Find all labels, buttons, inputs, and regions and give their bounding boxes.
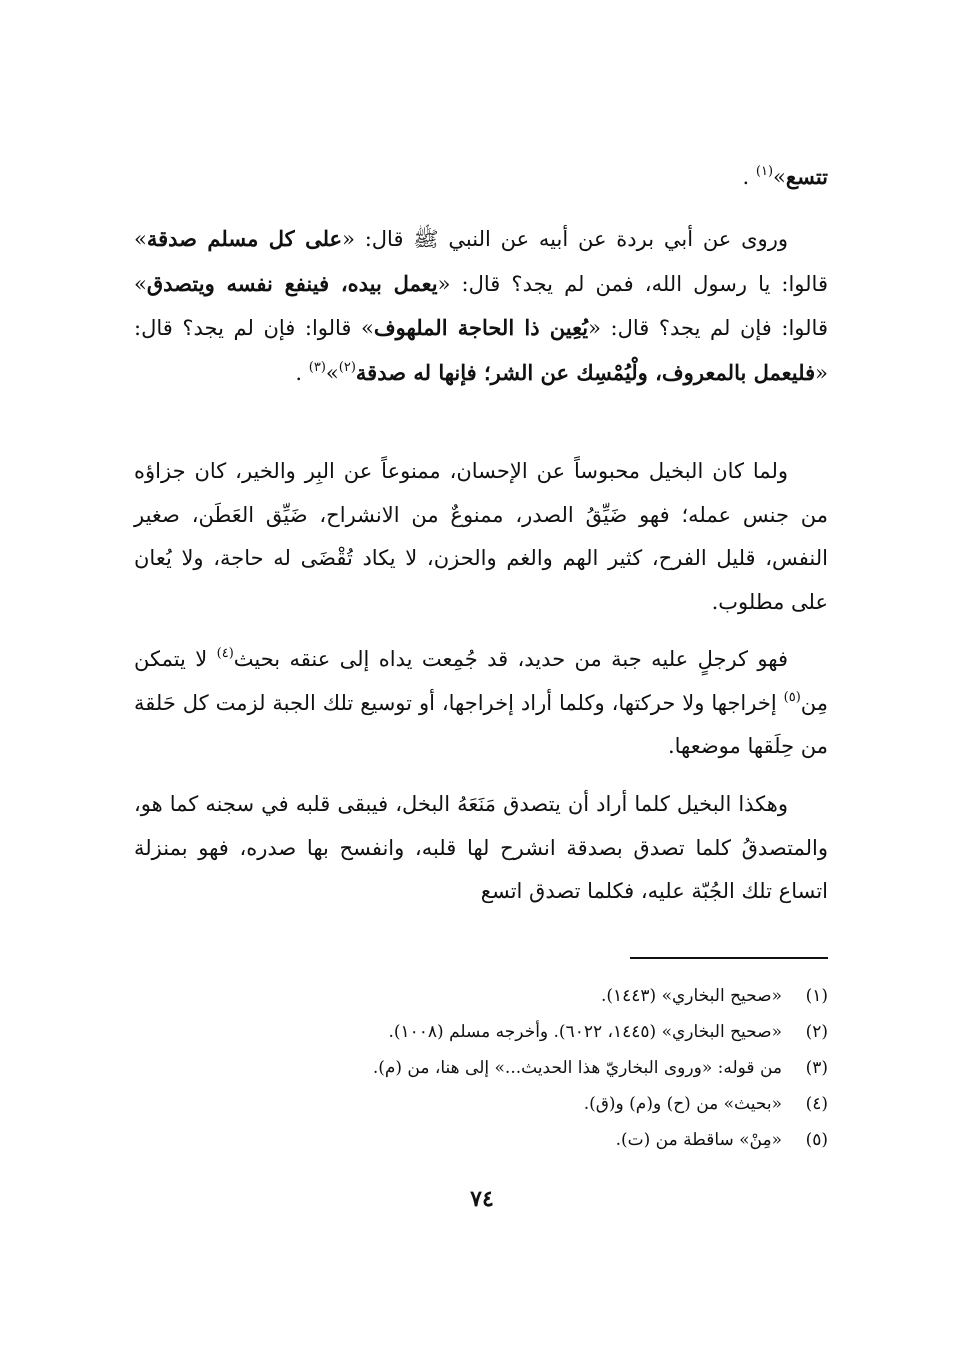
text-run: وروى عن أبي بردة عن أبيه عن النبي ﷺ قال: « [342, 227, 788, 251]
footnote-text: «صحيح البخاري» (١٤٤٣). [600, 986, 782, 1006]
paragraph-hadith [134, 217, 828, 395]
footnote-ref: (٣) [308, 359, 326, 375]
footnote-item [134, 1086, 828, 1122]
footnote-item [134, 1122, 828, 1158]
period: . [742, 165, 756, 189]
text-run: » قالوا: فإن لم يجد؟ قال: « [134, 316, 828, 385]
footnote-number: (٢) [805, 1022, 828, 1042]
footnote-text: «بحيث» من (ح) و(م) و(ق). [583, 1094, 782, 1114]
footnote-text: «صحيح البخاري» (١٤٤٥، ٦٠٢٢). وأخرجه مسلم (١٠٠٨). [388, 1022, 782, 1042]
footnote-text: «مِنْ» ساقطة من (ت). [615, 1130, 782, 1150]
footnote-number: (٣) [805, 1058, 828, 1078]
footnote-number: (٤) [805, 1094, 828, 1114]
hadith-quote: فليعمل بالمعروف، ولْيُمْسِك عن الشر؛ فإنها له صدقة [355, 359, 816, 385]
page-number: ٧٤ [470, 1186, 494, 1212]
paragraph-continuation [134, 155, 828, 200]
footnote-item [134, 978, 828, 1014]
paragraph-charity: وهكذا البخيل كلما أراد أن يتصدق مَنَعَهُ البخل، فيبقى قلبه في سجنه كما هو، والمتصدقُ كلما تصدق بصدقة انشرح لها قلبه، وانفسح بها صدره، فهو بمنزلة اتساع تلك الجُبّة عليه، فكلما تصدق اتسع [134, 792, 828, 903]
quote-close: » [325, 360, 339, 385]
footnote-number: (١) [805, 986, 828, 1006]
hadith-quote: يُعِين ذا الحاجة الملهوف [373, 315, 589, 340]
footnote-divider [630, 957, 828, 959]
footnote-text: من قوله: «وروى البخاريّ هذا الحديث...» إلى هنا، من (م). [372, 1058, 782, 1078]
paragraph-armor [134, 638, 828, 769]
footnotes-list [134, 978, 828, 1158]
footnote-item [134, 1014, 828, 1050]
text-run: » قالوا: يا رسول الله، فمن لم يجد؟ قال: « [134, 227, 828, 296]
footnote-number: (٥) [805, 1130, 828, 1150]
hadith-quote: على كل مسلم صدقة [146, 226, 343, 251]
footnote-ref: (١) [755, 164, 774, 179]
text-run: إخراجها ولا حركتها، وكلما أراد إخراجها، أو توسيع تلك الجبة لزمت كل حَلقة من حِلَقها موضعها. [134, 690, 828, 758]
quote-close: » [773, 165, 786, 189]
footnote-ref: (٤) [216, 646, 234, 661]
footnote-ref: (٢) [338, 359, 356, 375]
footnote-item [134, 1050, 828, 1086]
bold-word: تتسع [785, 164, 828, 189]
text-run: لا يتمكن مِن [134, 647, 828, 715]
footnote-ref: (٥) [783, 689, 801, 705]
text-run: » قالوا: فإن لم يجد؟ قال: « [134, 271, 828, 340]
hadith-quote: يعمل بيده، فينفع نفسه ويتصدق [146, 270, 438, 296]
text-run: فهو كرجلٍ عليه جبة من حديد، قد جُمِعت يداه إلى عنقه بحيث [233, 647, 788, 671]
paragraph-miser: ولما كان البخيل محبوساً عن الإحسان، ممنوعاً عن البِر والخير، كان جزاؤه من جنس عمله؛ فهو ضَيِّقُ الصدر، ممنوعٌ من الانشراح، ضَيِّق العَطَن، صغير النفس، قليل الفرح، كثير الهم والغم والحزن، لا يكاد تُقْضَى له حاجة، ولا يُعان على مطلوب. [134, 459, 828, 614]
period: . [295, 360, 309, 385]
